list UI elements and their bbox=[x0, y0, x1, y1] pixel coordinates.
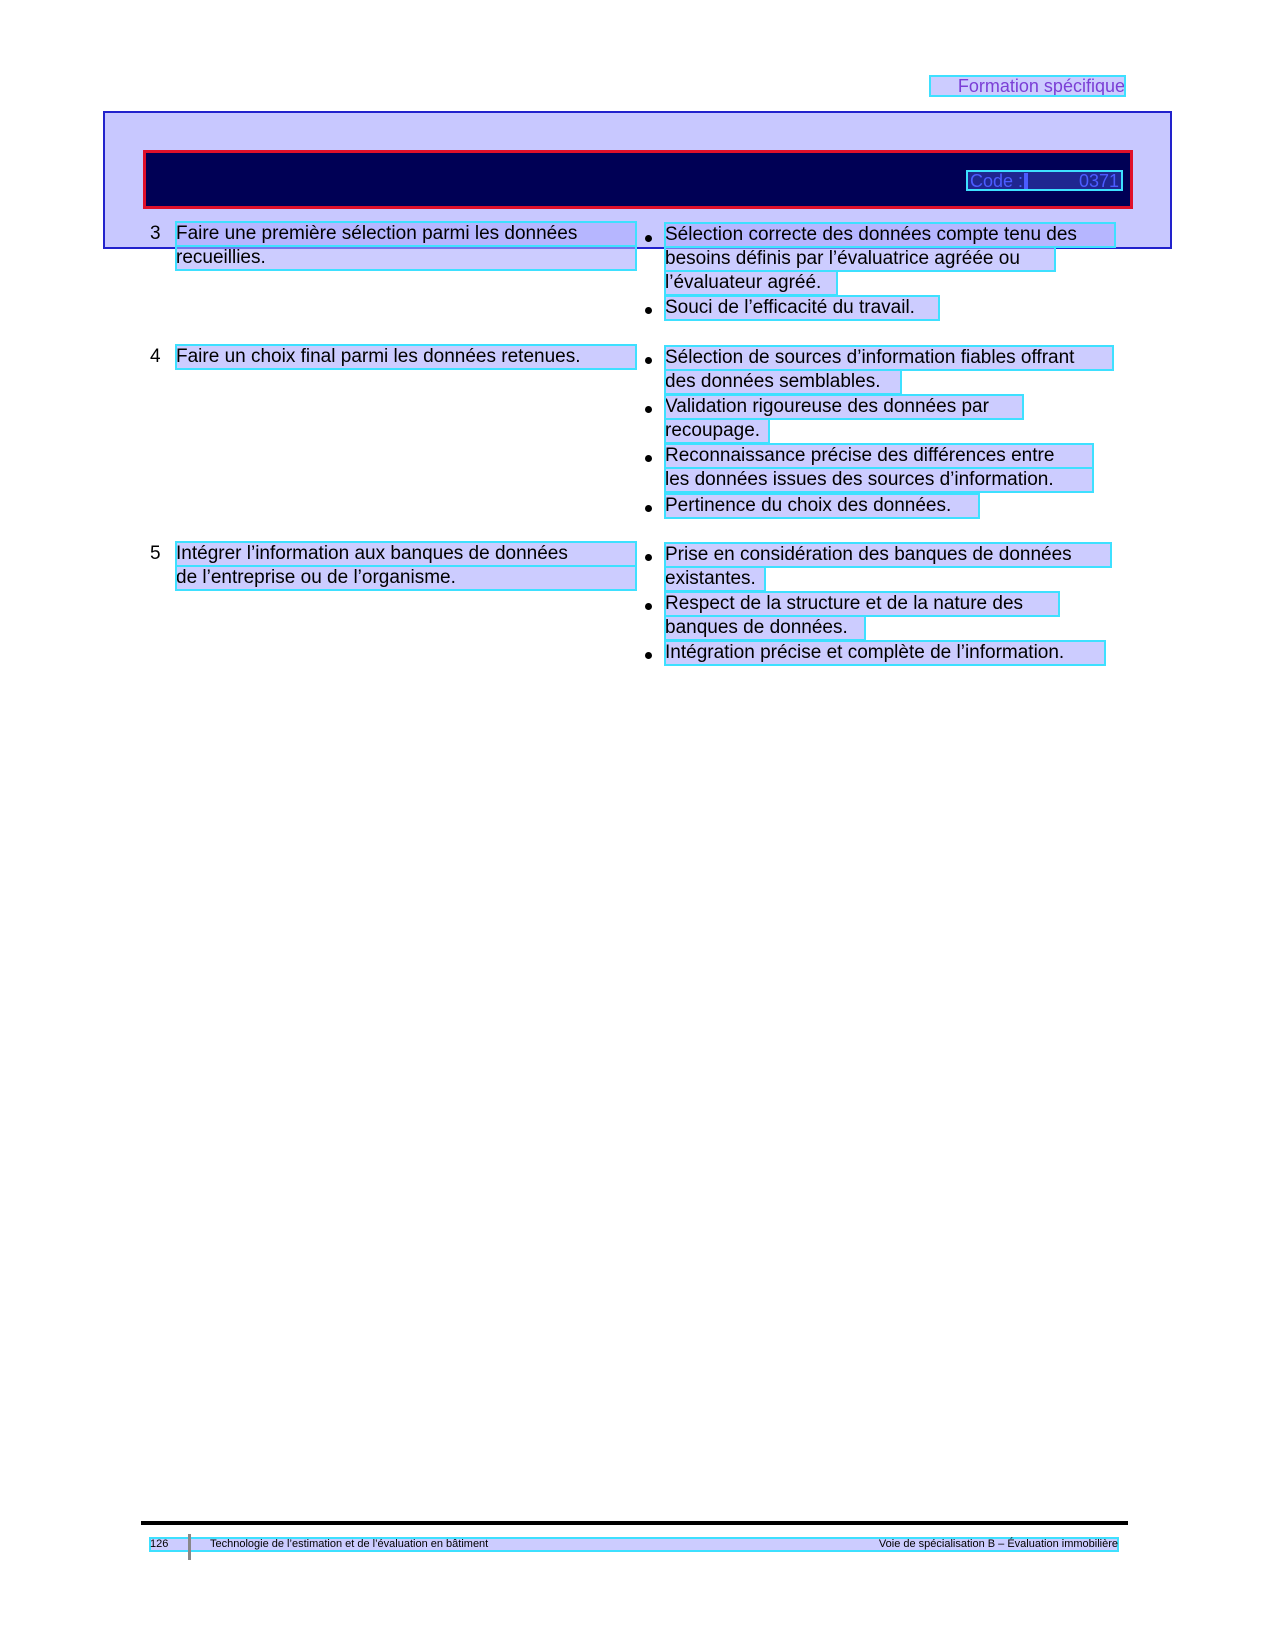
bullet-icon bbox=[645, 603, 652, 610]
criterion-line: recoupage. bbox=[665, 419, 769, 443]
criterion-line: les données issues des sources d’information. bbox=[665, 468, 1093, 492]
competency-code bbox=[966, 170, 1123, 191]
footer-specialization: Voie de spécialisation B – Évaluation immobilière bbox=[878, 1538, 1118, 1550]
bullet-icon bbox=[645, 505, 652, 512]
criterion-line: Pertinence du choix des données. bbox=[665, 494, 979, 518]
bullet-icon bbox=[645, 554, 652, 561]
footer-rule bbox=[141, 1521, 1128, 1525]
bullet-icon bbox=[645, 235, 652, 242]
criterion-line: existantes. bbox=[665, 567, 765, 591]
step-number: 5 bbox=[150, 543, 161, 564]
criterion-line: Souci de l’efficacité du travail. bbox=[665, 296, 939, 320]
criterion-line: l’évaluateur agréé. bbox=[665, 271, 837, 295]
step-line: recueillies. bbox=[176, 246, 636, 270]
step-number: 4 bbox=[150, 346, 161, 367]
step-line: Faire une première sélection parmi les données bbox=[176, 222, 636, 246]
footer-program-title: Technologie de l’estimation et de l’évaluation en bâtiment bbox=[210, 1538, 489, 1550]
code-label: Code : bbox=[970, 171, 1024, 191]
code-value: 0371 bbox=[1078, 171, 1119, 191]
footer-divider bbox=[188, 1534, 191, 1560]
criterion-line: besoins définis par l’évaluatrice agréée ou bbox=[665, 247, 1055, 271]
page-number: 126 bbox=[150, 1538, 169, 1550]
criterion-line: Prise en considération des banques de données bbox=[665, 543, 1111, 567]
criterion-line: banques de données. bbox=[665, 616, 865, 640]
code-separator bbox=[1024, 173, 1028, 189]
bullet-icon bbox=[645, 455, 652, 462]
criterion-line: des données semblables. bbox=[665, 370, 901, 394]
step-line: Intégrer l’information aux banques de données bbox=[176, 542, 636, 566]
running-header: Formation spécifique bbox=[930, 76, 1125, 96]
criterion-line: Validation rigoureuse des données par bbox=[665, 395, 1023, 419]
bullet-icon bbox=[645, 652, 652, 659]
criterion-line: Respect de la structure et de la nature des bbox=[665, 592, 1059, 616]
page-footer bbox=[150, 1538, 1118, 1551]
criterion-line: Sélection de sources d’information fiables offrant bbox=[665, 346, 1113, 370]
bullet-icon bbox=[645, 307, 652, 314]
criterion-line: Reconnaissance précise des différences entre bbox=[665, 444, 1093, 468]
criterion-line: Sélection correcte des données compte tenu des bbox=[665, 223, 1115, 247]
bullet-icon bbox=[645, 406, 652, 413]
step-line: de l’entreprise ou de l’organisme. bbox=[176, 566, 636, 590]
criterion-line: Intégration précise et complète de l’information. bbox=[665, 641, 1105, 665]
bullet-icon bbox=[645, 357, 652, 364]
step-number: 3 bbox=[150, 223, 161, 244]
step-line: Faire un choix final parmi les données retenues. bbox=[176, 345, 636, 369]
